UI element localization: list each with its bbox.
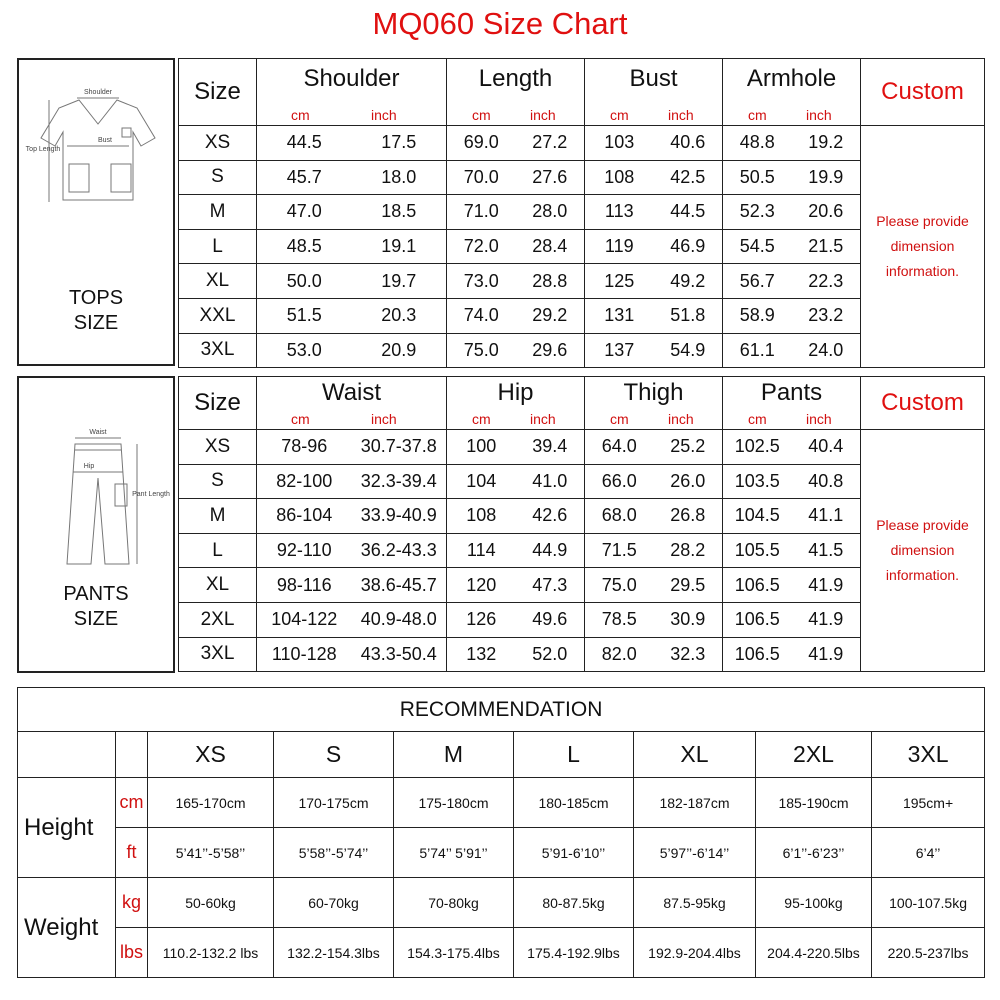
cm-value: 51.5 xyxy=(286,305,322,326)
recommendation-value: 5’74’’ 5’91’’ xyxy=(394,828,514,878)
measure-cell xyxy=(585,602,723,637)
recommendation-value: 180-185cm xyxy=(514,778,634,828)
custom-note-line: dimension xyxy=(890,542,955,559)
recommendation-unit: lbs xyxy=(116,928,148,978)
measure-cell xyxy=(447,464,585,499)
measure-cell xyxy=(585,333,723,368)
tops-size-table xyxy=(178,58,985,368)
cm-value: 104-122 xyxy=(271,609,338,630)
size-label: 3XL xyxy=(179,333,257,368)
size-label: L xyxy=(179,229,257,264)
measure-cell xyxy=(585,637,723,672)
measure-cell xyxy=(585,568,723,603)
measure-cell xyxy=(585,298,723,333)
empty-cell xyxy=(116,732,148,778)
measure-cell xyxy=(723,160,861,195)
cm-value: 71.0 xyxy=(463,201,499,222)
measure-cell xyxy=(447,229,585,264)
measure-cell xyxy=(447,264,585,299)
measure-cell xyxy=(257,160,447,195)
measure-cell xyxy=(447,333,585,368)
inch-value: 42.6 xyxy=(532,505,568,526)
unit-cm-label: cm xyxy=(472,411,491,427)
inch-value: 41.9 xyxy=(808,609,844,630)
cm-value: 71.5 xyxy=(601,540,637,561)
pant-length-label: Pant Length xyxy=(132,491,170,498)
cm-value: 103.5 xyxy=(734,470,780,491)
measure-name: Waist xyxy=(321,379,382,406)
cm-value: 106.5 xyxy=(734,643,780,664)
size-label: XL xyxy=(179,264,257,299)
cm-value: 50.0 xyxy=(286,270,322,291)
cm-value: 66.0 xyxy=(601,470,637,491)
measure-cell xyxy=(447,430,585,465)
unit-cm-label: cm xyxy=(610,107,629,123)
recommendation-value: 182-187cm xyxy=(634,778,756,828)
cm-value: 54.5 xyxy=(739,236,775,257)
tops-size-caption: TOPS SIZE xyxy=(68,287,124,334)
measure-cell xyxy=(585,160,723,195)
inch-value: 49.6 xyxy=(532,609,568,630)
measure-name: Armhole xyxy=(746,65,837,92)
inch-value: 26.8 xyxy=(670,505,706,526)
cm-value: 68.0 xyxy=(601,505,637,526)
cm-value: 53.0 xyxy=(286,339,322,360)
cm-value: 48.5 xyxy=(286,236,322,257)
cm-value: 108 xyxy=(604,166,635,187)
inch-value: 44.9 xyxy=(532,540,568,561)
inch-value: 25.2 xyxy=(670,436,706,457)
recommendation-size-header: M xyxy=(394,732,514,778)
cm-value: 45.7 xyxy=(286,166,322,187)
measure-cell xyxy=(257,499,447,534)
inch-value: 28.4 xyxy=(532,236,568,257)
inch-value: 36.2-43.3 xyxy=(360,540,437,561)
measure-cell xyxy=(723,499,861,534)
cm-value: 108 xyxy=(466,505,497,526)
cm-value: 47.0 xyxy=(286,201,322,222)
cm-value: 120 xyxy=(466,574,497,595)
measure-name: Thigh xyxy=(623,379,684,406)
measure-cell xyxy=(257,533,447,568)
measure-cell xyxy=(257,333,447,368)
cm-value: 82.0 xyxy=(601,643,637,664)
recommendation-group-label: Height xyxy=(18,778,116,878)
inch-value: 28.2 xyxy=(670,540,706,561)
unit-inch-label: inch xyxy=(530,107,556,123)
measure-cell xyxy=(585,430,723,465)
cm-value: 131 xyxy=(604,305,635,326)
measure-cell xyxy=(585,499,723,534)
inch-value: 42.5 xyxy=(670,166,706,187)
custom-column-header: Custom xyxy=(861,377,985,430)
cm-value: 74.0 xyxy=(463,305,499,326)
recommendation-value: 95-100kg xyxy=(756,878,872,928)
inch-value: 40.4 xyxy=(808,436,844,457)
cm-value: 126 xyxy=(466,609,497,630)
unit-inch-label: inch xyxy=(371,411,397,427)
shoulder-label: Shoulder xyxy=(83,89,113,96)
measure-cell xyxy=(585,464,723,499)
unit-inch-label: inch xyxy=(530,411,556,427)
cm-value: 137 xyxy=(604,339,635,360)
measure-cell xyxy=(257,430,447,465)
cm-value: 48.8 xyxy=(739,132,775,153)
cm-value: 119 xyxy=(604,236,634,257)
cm-value: 104.5 xyxy=(734,505,780,526)
custom-note xyxy=(861,430,985,672)
measure-cell xyxy=(723,637,861,672)
measure-cell xyxy=(723,568,861,603)
recommendation-value: 170-175cm xyxy=(274,778,394,828)
recommendation-size-row xyxy=(18,732,985,778)
recommendation-value: 185-190cm xyxy=(756,778,872,828)
size-label: XXL xyxy=(179,298,257,333)
tops-header-row xyxy=(179,59,985,126)
size-label: 2XL xyxy=(179,602,257,637)
measure-cell xyxy=(585,195,723,230)
measure-cell xyxy=(585,533,723,568)
recommendation-value: 50-60kg xyxy=(148,878,274,928)
measure-cell xyxy=(257,264,447,299)
inch-value: 19.9 xyxy=(808,166,844,187)
recommendation-value: 154.3-175.4lbs xyxy=(394,928,514,978)
inch-value: 30.9 xyxy=(670,609,706,630)
pants-size-table xyxy=(178,376,985,672)
unit-inch-label: inch xyxy=(668,107,694,123)
measure-cell xyxy=(257,229,447,264)
unit-cm-label: cm xyxy=(291,411,310,427)
cm-value: 50.5 xyxy=(739,166,775,187)
inch-value: 41.0 xyxy=(532,470,568,491)
size-label: L xyxy=(179,533,257,568)
inch-value: 51.8 xyxy=(670,305,706,326)
cm-value: 104 xyxy=(466,470,497,491)
recommendation-value: 6’4’’ xyxy=(872,828,985,878)
cm-value: 72.0 xyxy=(463,236,499,257)
tops-illustration-panel xyxy=(17,58,175,366)
recommendation-size-header: XS xyxy=(148,732,274,778)
table-row xyxy=(18,878,985,928)
measure-column-header xyxy=(257,377,447,430)
cm-value: 100 xyxy=(466,436,497,457)
measure-cell xyxy=(585,229,723,264)
size-column-header: Size xyxy=(179,59,257,126)
inch-value: 27.2 xyxy=(532,132,568,153)
recommendation-value: 195cm+ xyxy=(872,778,985,828)
size-label: M xyxy=(179,499,257,534)
inch-value: 19.1 xyxy=(381,236,417,257)
measure-cell xyxy=(585,264,723,299)
size-label: 3XL xyxy=(179,637,257,672)
empty-cell xyxy=(18,732,116,778)
cm-value: 113 xyxy=(604,201,634,222)
unit-inch-label: inch xyxy=(806,107,832,123)
measure-cell xyxy=(723,229,861,264)
cm-value: 78.5 xyxy=(601,609,637,630)
unit-cm-label: cm xyxy=(748,107,767,123)
recommendation-table xyxy=(17,687,985,978)
cm-value: 110-128 xyxy=(271,643,337,664)
measure-cell xyxy=(447,499,585,534)
inch-value: 41.9 xyxy=(808,574,844,595)
inch-value: 30.7-37.8 xyxy=(360,436,437,457)
table-row xyxy=(179,126,985,161)
recommendation-title: RECOMMENDATION xyxy=(18,688,985,732)
bust-label: Bust xyxy=(97,137,113,144)
measure-cell xyxy=(447,533,585,568)
measure-cell xyxy=(447,126,585,161)
measure-cell xyxy=(257,126,447,161)
measure-cell xyxy=(257,464,447,499)
recommendation-value: 5’41’’-5’58’’ xyxy=(148,828,274,878)
measure-column-header xyxy=(723,377,861,430)
recommendation-value: 5’91-6’10’’ xyxy=(514,828,634,878)
cm-value: 102.5 xyxy=(734,436,780,457)
inch-value: 18.5 xyxy=(381,201,417,222)
measure-column-header xyxy=(257,59,447,126)
cm-value: 44.5 xyxy=(286,132,322,153)
cm-value: 52.3 xyxy=(739,201,775,222)
pants-size-caption: PANTS SIZE xyxy=(63,583,129,630)
recommendation-value: 110.2-132.2 lbs xyxy=(148,928,274,978)
custom-note-line: information. xyxy=(885,263,960,280)
measure-cell xyxy=(723,298,861,333)
measure-name: Bust xyxy=(629,65,678,92)
inch-value: 33.9-40.9 xyxy=(360,505,437,526)
scrub-top-illustration xyxy=(19,60,173,280)
measure-cell xyxy=(723,333,861,368)
unit-cm-label: cm xyxy=(472,107,491,123)
inch-value: 28.8 xyxy=(532,270,568,291)
cm-value: 61.1 xyxy=(739,339,775,360)
cm-value: 70.0 xyxy=(463,166,499,187)
cm-value: 69.0 xyxy=(463,132,499,153)
inch-value: 21.5 xyxy=(808,236,844,257)
inch-value: 38.6-45.7 xyxy=(360,574,437,595)
recommendation-value: 80-87.5kg xyxy=(514,878,634,928)
recommendation-value: 165-170cm xyxy=(148,778,274,828)
measure-cell xyxy=(257,568,447,603)
inch-value: 41.5 xyxy=(808,540,844,561)
cm-value: 125 xyxy=(604,270,635,291)
cm-value: 64.0 xyxy=(601,436,637,457)
recommendation-value: 5’97’’-6’14’’ xyxy=(634,828,756,878)
measure-name: Shoulder xyxy=(303,65,400,92)
measure-column-header xyxy=(585,377,723,430)
hip-label: Hip xyxy=(83,463,95,470)
measure-cell xyxy=(723,195,861,230)
size-column-header: Size xyxy=(179,377,257,430)
custom-note-line: Please provide xyxy=(876,517,969,534)
table-row xyxy=(18,828,985,878)
measure-cell xyxy=(723,126,861,161)
inch-value: 32.3-39.4 xyxy=(360,470,437,491)
inch-value: 20.3 xyxy=(381,305,417,326)
recommendation-value: 100-107.5kg xyxy=(872,878,985,928)
measure-cell xyxy=(447,298,585,333)
measure-name: Hip xyxy=(497,379,534,406)
cm-value: 56.7 xyxy=(739,270,775,291)
recommendation-size-header: S xyxy=(274,732,394,778)
inch-value: 44.5 xyxy=(670,201,706,222)
pants-header-row xyxy=(179,377,985,430)
inch-value: 39.4 xyxy=(532,436,568,457)
measure-column-header xyxy=(447,59,585,126)
cm-value: 82-100 xyxy=(276,470,333,491)
custom-column-header: Custom xyxy=(861,59,985,126)
size-label: S xyxy=(179,160,257,195)
inch-value: 23.2 xyxy=(808,305,844,326)
measure-cell xyxy=(723,602,861,637)
unit-cm-label: cm xyxy=(291,107,310,123)
inch-value: 20.9 xyxy=(381,339,417,360)
measure-cell xyxy=(257,637,447,672)
measure-cell xyxy=(447,195,585,230)
cm-value: 98-116 xyxy=(276,574,332,595)
measure-cell xyxy=(447,602,585,637)
inch-value: 47.3 xyxy=(532,574,568,595)
inch-value: 17.5 xyxy=(381,132,417,153)
measure-column-header xyxy=(585,59,723,126)
inch-value: 49.2 xyxy=(670,270,706,291)
recommendation-size-header: 3XL xyxy=(872,732,985,778)
custom-note-line: dimension xyxy=(890,238,955,255)
inch-value: 20.6 xyxy=(808,201,844,222)
inch-value: 32.3 xyxy=(670,643,706,664)
recommendation-size-header: XL xyxy=(634,732,756,778)
size-label: S xyxy=(179,464,257,499)
cm-value: 78-96 xyxy=(281,436,328,457)
cm-value: 132 xyxy=(466,643,497,664)
inch-value: 27.6 xyxy=(532,166,568,187)
measure-cell xyxy=(723,264,861,299)
cm-value: 73.0 xyxy=(463,270,499,291)
recommendation-value: 6’1’’-6’23’’ xyxy=(756,828,872,878)
recommendation-value: 132.2-154.3lbs xyxy=(274,928,394,978)
recommendation-value: 5’58’’-5’74’’ xyxy=(274,828,394,878)
custom-note-line: Please provide xyxy=(876,213,969,230)
measure-cell xyxy=(257,195,447,230)
measure-cell xyxy=(447,568,585,603)
recommendation-unit: cm xyxy=(116,778,148,828)
cm-value: 106.5 xyxy=(734,609,780,630)
inch-value: 54.9 xyxy=(670,339,706,360)
recommendation-value: 204.4-220.5lbs xyxy=(756,928,872,978)
unit-inch-label: inch xyxy=(806,411,832,427)
recommendation-value: 192.9-204.4lbs xyxy=(634,928,756,978)
measure-cell xyxy=(257,602,447,637)
page-title: MQ060 Size Chart xyxy=(372,6,628,41)
recommendation-unit: ft xyxy=(116,828,148,878)
cm-value: 114 xyxy=(466,540,496,561)
inch-value: 46.9 xyxy=(670,236,706,257)
cm-value: 105.5 xyxy=(734,540,780,561)
cm-value: 103 xyxy=(604,132,635,153)
waist-label: Waist xyxy=(89,429,107,436)
recommendation-value: 70-80kg xyxy=(394,878,514,928)
recommendation-value: 220.5-237lbs xyxy=(872,928,985,978)
recommendation-size-header: 2XL xyxy=(756,732,872,778)
inch-value: 24.0 xyxy=(808,339,844,360)
measure-column-header xyxy=(447,377,585,430)
inch-value: 19.7 xyxy=(381,270,417,291)
measure-cell xyxy=(585,126,723,161)
inch-value: 26.0 xyxy=(670,470,706,491)
measure-name: Pants xyxy=(760,379,823,406)
table-row xyxy=(18,778,985,828)
inch-value: 29.2 xyxy=(532,305,568,326)
cm-value: 75.0 xyxy=(601,574,637,595)
measure-cell xyxy=(723,464,861,499)
pants-illustration-panel xyxy=(17,376,175,673)
measure-cell xyxy=(723,533,861,568)
unit-cm-label: cm xyxy=(610,411,629,427)
cm-value: 106.5 xyxy=(734,574,780,595)
custom-note xyxy=(861,126,985,368)
unit-inch-label: inch xyxy=(371,107,397,123)
recommendation-value: 175.4-192.9lbs xyxy=(514,928,634,978)
inch-value: 28.0 xyxy=(532,201,568,222)
recommendation-value: 175-180cm xyxy=(394,778,514,828)
measure-name: Length xyxy=(478,65,553,92)
scrub-pants-illustration xyxy=(19,378,173,578)
recommendation-group-label: Weight xyxy=(18,878,116,978)
inch-value: 18.0 xyxy=(381,166,417,187)
inch-value: 52.0 xyxy=(532,643,568,664)
measure-cell xyxy=(447,637,585,672)
size-label: XL xyxy=(179,568,257,603)
recommendation-title-row xyxy=(18,688,985,732)
inch-value: 40.6 xyxy=(670,132,706,153)
inch-value: 29.5 xyxy=(670,574,706,595)
table-row xyxy=(18,928,985,978)
custom-note-line: information. xyxy=(885,567,960,584)
measure-cell xyxy=(447,160,585,195)
inch-value: 40.8 xyxy=(808,470,844,491)
recommendation-value: 60-70kg xyxy=(274,878,394,928)
cm-value: 75.0 xyxy=(463,339,499,360)
size-label: XS xyxy=(179,126,257,161)
size-label: M xyxy=(179,195,257,230)
inch-value: 19.2 xyxy=(808,132,844,153)
table-row xyxy=(179,430,985,465)
inch-value: 22.3 xyxy=(808,270,844,291)
recommendation-size-header: L xyxy=(514,732,634,778)
inch-value: 40.9-48.0 xyxy=(360,609,437,630)
top-length-label: Top Length xyxy=(25,146,61,153)
unit-cm-label: cm xyxy=(748,411,767,427)
inch-value: 41.1 xyxy=(808,505,844,526)
inch-value: 43.3-50.4 xyxy=(360,643,437,664)
unit-inch-label: inch xyxy=(668,411,694,427)
measure-column-header xyxy=(723,59,861,126)
size-label: XS xyxy=(179,430,257,465)
cm-value: 86-104 xyxy=(276,505,333,526)
recommendation-unit: kg xyxy=(116,878,148,928)
measure-cell xyxy=(723,430,861,465)
cm-value: 58.9 xyxy=(739,305,775,326)
cm-value: 92-110 xyxy=(276,540,332,561)
inch-value: 29.6 xyxy=(532,339,568,360)
recommendation-value: 87.5-95kg xyxy=(634,878,756,928)
measure-cell xyxy=(257,298,447,333)
inch-value: 41.9 xyxy=(808,643,844,664)
